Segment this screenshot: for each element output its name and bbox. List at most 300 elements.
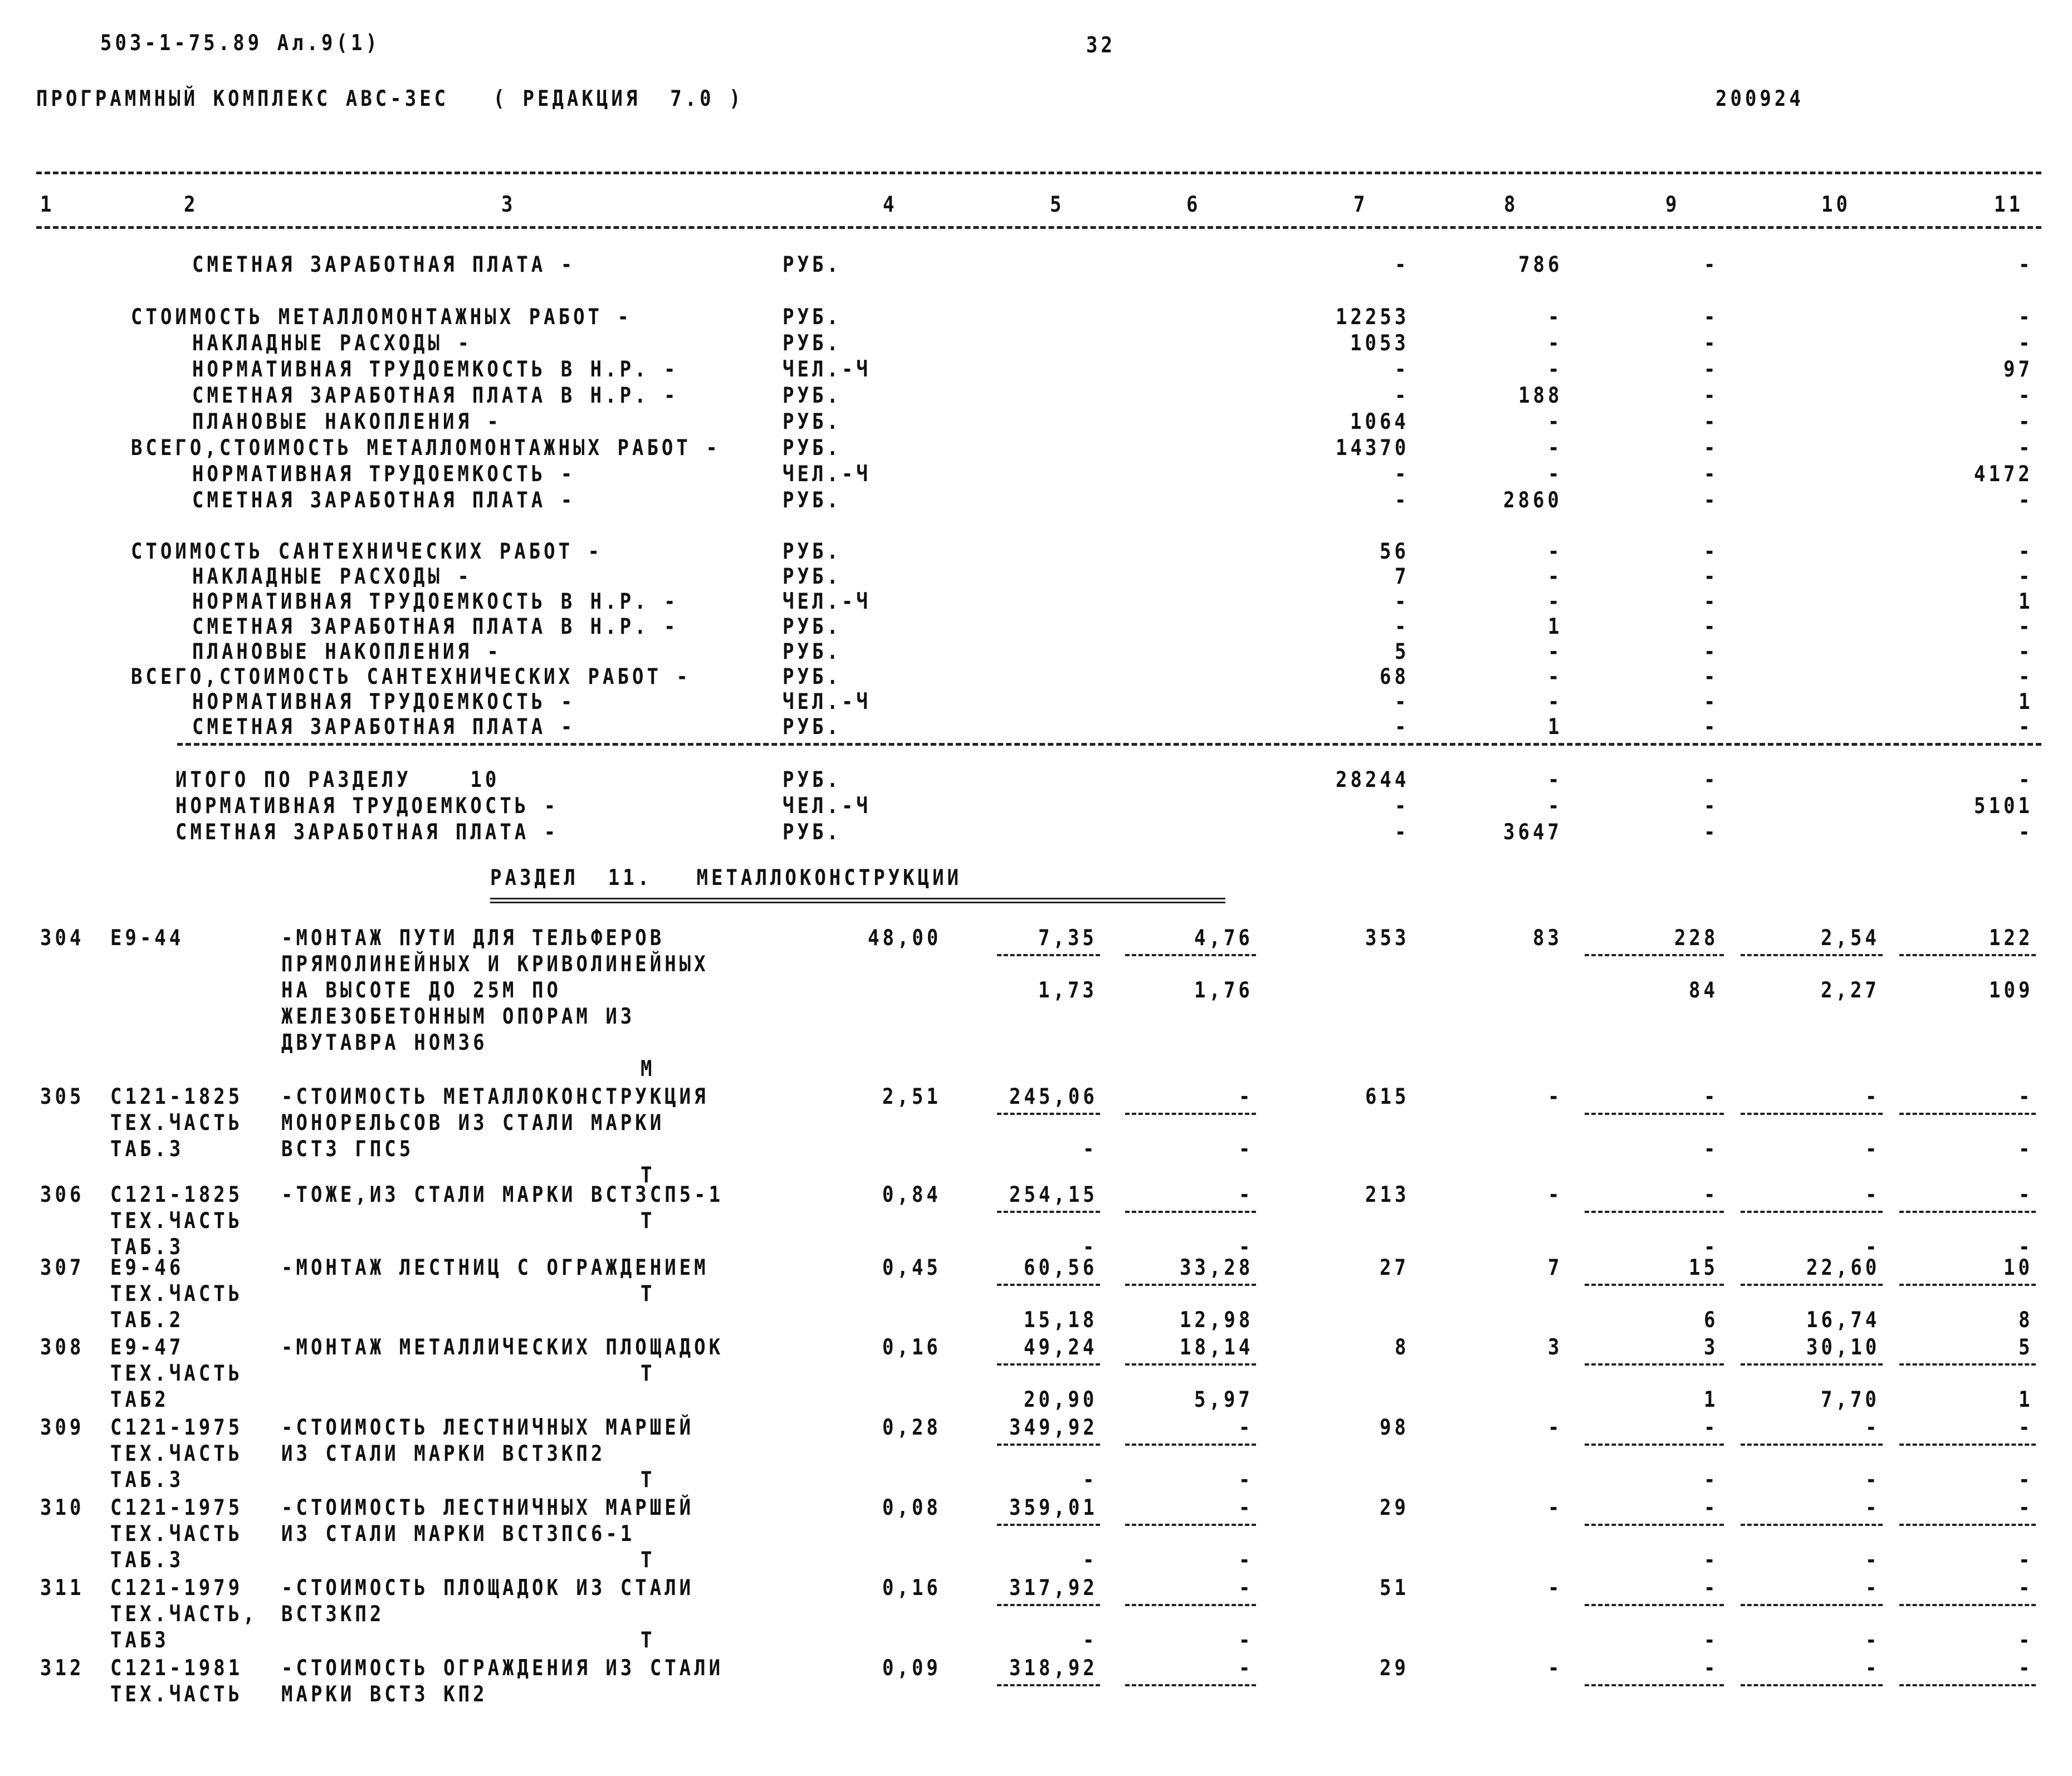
entry-code: ТЕХ.ЧАСТЬ <box>110 1110 243 1136</box>
entry-value-c7: 98 <box>1380 1415 1409 1441</box>
summary-value-c9: - <box>1704 539 1719 565</box>
entry-dash-c6 <box>1125 1284 1256 1286</box>
summary-label: НОРМАТИВНАЯ ТРУДОЕМКОСТЬ - <box>192 689 576 715</box>
entry-dash-c6 <box>1125 1444 1256 1446</box>
entry-description: ИЗ СТАЛИ МАРКИ ВСТ3КП2 <box>281 1441 606 1467</box>
entry-code: С121-1825 <box>110 1182 243 1208</box>
entry-description: -МОНТАЖ ЛЕСТНИЦ С ОГРАЖДЕНИЕМ <box>281 1255 709 1281</box>
header-rule-bottom <box>36 226 2041 229</box>
entry-value-c4: 0,84 <box>882 1182 941 1208</box>
summary-value-c11: - <box>2019 330 2034 356</box>
entry-value-c8: - <box>1548 1182 1563 1208</box>
summary-value-c8: - <box>1548 589 1563 615</box>
entry-value-c11-second: - <box>2019 1234 2034 1260</box>
summary-label: СМЕТНАЯ ЗАРАБОТНАЯ ПЛАТА В Н.Р. - <box>192 614 679 640</box>
summary-label: СТОИМОСТЬ САНТЕХНИЧЕСКИХ РАБОТ - <box>131 539 603 565</box>
entry-value-c9: 228 <box>1674 925 1719 951</box>
entry-description: МАРКИ ВСТ3 КП2 <box>281 1681 488 1707</box>
summary-unit: РУБ. <box>783 487 842 513</box>
entry-value-c5: 359,01 <box>1009 1495 1098 1521</box>
entry-value-c7: 27 <box>1380 1255 1409 1281</box>
summary-value-c11: - <box>2019 564 2034 590</box>
entry-value-c9: 15 <box>1689 1255 1718 1281</box>
entry-value-c10: 22,60 <box>1806 1255 1880 1281</box>
entry-value-c10-second: 16,74 <box>1806 1307 1880 1333</box>
entry-value-c11-second: 1 <box>2019 1387 2034 1413</box>
entry-value-c9: - <box>1704 1655 1719 1681</box>
summary-label: СМЕТНАЯ ЗАРАБОТНАЯ ПЛАТА - <box>192 252 576 278</box>
summary-value-c7: - <box>1395 252 1410 278</box>
entry-value-c10: 2,54 <box>1821 925 1880 951</box>
entry-value-c11: - <box>2019 1495 2034 1521</box>
entry-unit: Т <box>641 1627 656 1653</box>
entry-dash-c9 <box>1585 1684 1724 1686</box>
entry-description: ДВУТАВРА НОМ36 <box>281 1030 488 1056</box>
entry-value-c6-second: 1,76 <box>1194 977 1253 1004</box>
entry-value-c10-second: - <box>1865 1627 1880 1653</box>
summary-value-c8: - <box>1548 664 1563 690</box>
entry-dash-c9 <box>1585 1113 1724 1115</box>
entry-dash-c10 <box>1741 954 1883 956</box>
entry-value-c6: - <box>1239 1495 1254 1521</box>
entry-number: 308 <box>40 1334 85 1361</box>
entry-dash-c10 <box>1741 1211 1883 1213</box>
summary-value-c9: - <box>1704 356 1719 383</box>
entry-value-c6: - <box>1239 1084 1254 1110</box>
summary-value-c9: - <box>1704 435 1719 461</box>
summary-unit: РУБ. <box>783 819 842 845</box>
entry-value-c8: - <box>1548 1084 1563 1110</box>
entry-unit: Т <box>641 1162 656 1188</box>
entry-value-c5-second: - <box>1083 1234 1098 1260</box>
entry-value-c8: 83 <box>1533 925 1562 951</box>
entry-dash-c5 <box>997 1363 1100 1366</box>
summary-value-c7: - <box>1395 487 1410 513</box>
entry-dash-c6 <box>1125 1604 1256 1606</box>
summary-value-c8: - <box>1548 461 1563 487</box>
entry-value-c5: 60,56 <box>1024 1255 1098 1281</box>
entry-description: ВСТ3 ГПС5 <box>281 1136 414 1162</box>
summary-value-c8: 786 <box>1518 252 1563 278</box>
summary-value-c11: - <box>2019 639 2034 665</box>
column-header-3: 3 <box>501 192 516 218</box>
summary-label: НОРМАТИВНАЯ ТРУДОЕМКОСТЬ - <box>175 793 559 819</box>
entry-dash-c10 <box>1741 1284 1883 1286</box>
entry-value-c4: 2,51 <box>882 1084 941 1110</box>
entry-dash-c11 <box>1899 1113 2036 1115</box>
column-header-6: 6 <box>1186 192 1201 218</box>
entry-code: ТАБ.2 <box>110 1307 184 1333</box>
summary-unit: ЧЕЛ.-Ч <box>783 589 871 615</box>
summary-value-c11: - <box>2019 487 2034 513</box>
entry-dash-c11 <box>1899 1524 2036 1526</box>
entry-unit: М <box>641 1056 656 1082</box>
summary-value-c7: - <box>1395 383 1410 409</box>
entry-value-c9-second: - <box>1704 1136 1719 1162</box>
entry-dash-c11 <box>1899 1684 2036 1686</box>
summary-value-c8: - <box>1548 639 1563 665</box>
entry-value-c6-second: - <box>1239 1627 1254 1653</box>
entry-dash-c5 <box>997 1684 1100 1686</box>
summary-value-c9: - <box>1704 689 1719 715</box>
summary-label: ИТОГО ПО РАЗДЕЛУ 10 <box>175 767 500 793</box>
entry-value-c4: 0,16 <box>882 1334 941 1361</box>
entry-dash-c6 <box>1125 1524 1256 1526</box>
entry-value-c6: 33,28 <box>1180 1255 1254 1281</box>
summary-value-c7: - <box>1395 689 1410 715</box>
entry-description: ПРЯМОЛИНЕЙНЫХ И КРИВОЛИНЕЙНЫХ <box>281 951 709 977</box>
program-title: ПРОГРАММНЫЙ КОМПЛЕКС АВС-3ЕС ( РЕДАКЦИЯ 7.0 ) <box>36 86 744 112</box>
entry-unit: Т <box>641 1547 656 1573</box>
entry-description: -МОНТАЖ ПУТИ ДЛЯ ТЕЛЬФЕРОВ <box>281 925 665 951</box>
entry-value-c4: 0,28 <box>882 1415 941 1441</box>
entry-value-c4: 0,09 <box>882 1655 941 1681</box>
column-header-4: 4 <box>883 192 898 218</box>
entry-code: ТЕХ.ЧАСТЬ <box>110 1681 243 1707</box>
entry-dash-c9 <box>1585 1211 1724 1213</box>
summary-value-c9: - <box>1704 409 1719 435</box>
entry-code: ТЕХ.ЧАСТЬ, <box>110 1601 258 1627</box>
entry-code: С121-1979 <box>110 1575 243 1601</box>
section-title-underline <box>490 898 1225 903</box>
entry-value-c4: 0,45 <box>882 1255 941 1281</box>
entry-value-c6-second: - <box>1239 1467 1254 1493</box>
entry-code: ТЕХ.ЧАСТЬ <box>110 1441 243 1467</box>
entry-value-c9: - <box>1704 1415 1719 1441</box>
entry-value-c10: - <box>1865 1182 1880 1208</box>
entry-value-c5: 49,24 <box>1024 1334 1098 1361</box>
summary-label: ВСЕГО,СТОИМОСТЬ САНТЕХНИЧЕСКИХ РАБОТ - <box>131 664 691 690</box>
summary-label: СТОИМОСТЬ МЕТАЛЛОМОНТАЖНЫХ РАБОТ - <box>131 304 632 330</box>
summary-unit: РУБ. <box>783 564 842 590</box>
entry-dash-c9 <box>1585 1524 1724 1526</box>
summary-value-c11: 1 <box>2019 589 2034 615</box>
entry-value-c5: 7,35 <box>1038 925 1097 951</box>
summary-value-c8: - <box>1548 435 1563 461</box>
entry-dash-c6 <box>1125 1113 1256 1115</box>
entry-value-c10: - <box>1865 1575 1880 1601</box>
summary-value-c11: - <box>2019 435 2034 461</box>
summary-value-c9: - <box>1704 330 1719 356</box>
summary-value-c11: - <box>2019 409 2034 435</box>
entry-value-c5-second: - <box>1083 1547 1098 1573</box>
summary-value-c11: 4172 <box>1974 461 2033 487</box>
summary-value-c11: - <box>2019 614 2034 640</box>
entry-value-c10-second: - <box>1865 1136 1880 1162</box>
entry-dash-c5 <box>997 954 1100 956</box>
entry-value-c10: - <box>1865 1415 1880 1441</box>
entry-code: ТЕХ.ЧАСТЬ <box>110 1361 243 1387</box>
entry-value-c8: - <box>1548 1575 1563 1601</box>
entry-description: -СТОИМОСТЬ ЛЕСТНИЧНЫХ МАРШЕЙ <box>281 1495 695 1521</box>
entry-dash-c10 <box>1741 1444 1883 1446</box>
summary-unit: ЧЕЛ.-Ч <box>783 356 871 383</box>
entry-value-c5: 318,92 <box>1009 1655 1098 1681</box>
entry-dash-c5 <box>997 1604 1100 1606</box>
entry-code: ТАБ.3 <box>110 1234 184 1260</box>
entry-dash-c10 <box>1741 1684 1883 1686</box>
summary-value-c8: - <box>1548 564 1563 590</box>
summary-value-c9: - <box>1704 461 1719 487</box>
summary-value-c7: 1053 <box>1350 330 1409 356</box>
entry-dash-c11 <box>1899 1604 2036 1606</box>
entry-code: Е9-47 <box>110 1334 184 1361</box>
column-header-10: 10 <box>1821 192 1851 218</box>
summary-label: НОРМАТИВНАЯ ТРУДОЕМКОСТЬ - <box>192 461 576 487</box>
entry-value-c9-second: - <box>1704 1627 1719 1653</box>
summary-unit: РУБ. <box>783 383 842 409</box>
summary-value-c11: - <box>2019 767 2034 793</box>
entry-dash-c5 <box>997 1113 1100 1115</box>
entry-value-c9-second: 1 <box>1704 1387 1719 1413</box>
summary-value-c7: 5 <box>1395 639 1410 665</box>
summary-label: ПЛАНОВЫЕ НАКОПЛЕНИЯ - <box>192 639 502 665</box>
entry-description: -СТОИМОСТЬ МЕТАЛЛОКОНСТРУКЦИЯ <box>281 1084 709 1110</box>
entry-value-c11: 122 <box>1989 925 2034 951</box>
summary-label: СМЕТНАЯ ЗАРАБОТНАЯ ПЛАТА - <box>192 487 576 513</box>
entry-value-c9: - <box>1704 1084 1719 1110</box>
summary-unit: РУБ. <box>783 435 842 461</box>
entry-value-c6: - <box>1239 1655 1254 1681</box>
entry-dash-c9 <box>1585 1604 1724 1606</box>
entry-value-c11: - <box>2019 1415 2034 1441</box>
summary-value-c11: 1 <box>2019 689 2034 715</box>
entry-number: 304 <box>40 925 85 951</box>
column-header-11: 11 <box>1994 192 2024 218</box>
entry-value-c6-second: 5,97 <box>1194 1387 1253 1413</box>
entry-description: ВСТ3КП2 <box>281 1601 385 1627</box>
entry-number: 311 <box>40 1575 85 1601</box>
summary-unit: ЧЕЛ.-Ч <box>783 793 871 819</box>
entry-number: 306 <box>40 1182 85 1208</box>
summary-value-c7: 68 <box>1380 664 1409 690</box>
entry-value-c11: - <box>2019 1084 2034 1110</box>
summary-value-c7: 1064 <box>1350 409 1409 435</box>
summary-value-c7: 28244 <box>1336 767 1410 793</box>
entry-value-c5: 254,15 <box>1009 1182 1098 1208</box>
entry-value-c10-second: - <box>1865 1547 1880 1573</box>
summary-unit: РУБ. <box>783 409 842 435</box>
entry-value-c11: 10 <box>2003 1255 2033 1281</box>
entry-dash-c5 <box>997 1444 1100 1446</box>
summary-unit: РУБ. <box>783 304 842 330</box>
summary-value-c7: - <box>1395 714 1410 740</box>
entry-number: 305 <box>40 1084 85 1110</box>
summary-value-c7: - <box>1395 356 1410 383</box>
column-header-1: 1 <box>40 192 55 218</box>
entry-value-c7: 51 <box>1380 1575 1409 1601</box>
entry-code: С121-1975 <box>110 1495 243 1521</box>
summary-value-c7: - <box>1395 614 1410 640</box>
summary-label: СМЕТНАЯ ЗАРАБОТНАЯ ПЛАТА - <box>192 714 576 740</box>
summary-value-c8: - <box>1548 304 1563 330</box>
summary-value-c8: 3647 <box>1503 819 1562 845</box>
summary-value-c7: - <box>1395 819 1410 845</box>
entry-value-c8: 3 <box>1548 1334 1563 1361</box>
entry-code: Е9-46 <box>110 1255 184 1281</box>
entry-unit: Т <box>641 1281 656 1307</box>
summary-value-c9: - <box>1704 252 1719 278</box>
entry-number: 309 <box>40 1415 85 1441</box>
entry-value-c7: 8 <box>1395 1334 1410 1361</box>
summary-value-c9: - <box>1704 819 1719 845</box>
entry-value-c6: 18,14 <box>1180 1334 1254 1361</box>
entry-value-c4: 0,08 <box>882 1495 941 1521</box>
entry-number: 310 <box>40 1495 85 1521</box>
summary-value-c7: - <box>1395 793 1410 819</box>
entry-unit: Т <box>641 1361 656 1387</box>
entry-code: С121-1975 <box>110 1415 243 1441</box>
entry-value-c11-second: - <box>2019 1467 2034 1493</box>
entry-value-c7: 213 <box>1365 1182 1410 1208</box>
summary-value-c8: - <box>1548 330 1563 356</box>
entry-value-c6: - <box>1239 1415 1254 1441</box>
entry-dash-c10 <box>1741 1524 1883 1526</box>
entry-number: 307 <box>40 1255 85 1281</box>
entry-dash-c9 <box>1585 1284 1724 1286</box>
entry-value-c6-second: - <box>1239 1234 1254 1260</box>
summary-value-c7: - <box>1395 589 1410 615</box>
summary-value-c8: - <box>1548 409 1563 435</box>
entry-value-c11: 5 <box>2019 1334 2034 1361</box>
entry-value-c6: - <box>1239 1575 1254 1601</box>
summary-value-c9: - <box>1704 564 1719 590</box>
summary-unit: РУБ. <box>783 614 842 640</box>
entry-dash-c9 <box>1585 1363 1724 1366</box>
entry-dash-c9 <box>1585 954 1724 956</box>
entry-value-c8: 7 <box>1548 1255 1563 1281</box>
doc-code: 503-1-75.89 Ал.9(1) <box>100 30 380 56</box>
section-title: РАЗДЕЛ 11. МЕТАЛЛОКОНСТРУКЦИИ <box>490 865 962 891</box>
summary-label: ПЛАНОВЫЕ НАКОПЛЕНИЯ - <box>192 409 502 435</box>
entry-dash-c5 <box>997 1211 1100 1213</box>
page-number: 32 <box>1086 32 1116 58</box>
entry-value-c10: - <box>1865 1084 1880 1110</box>
summary-value-c11: - <box>2019 819 2034 845</box>
summary-value-c9: - <box>1704 304 1719 330</box>
summary-value-c7: 56 <box>1380 539 1409 565</box>
summary-value-c7: 7 <box>1395 564 1410 590</box>
summary-value-c9: - <box>1704 589 1719 615</box>
entry-dash-c6 <box>1125 1211 1256 1213</box>
summary-value-c11: - <box>2019 252 2034 278</box>
summary-value-c7: 12253 <box>1336 304 1410 330</box>
entry-dash-c11 <box>1899 1363 2036 1366</box>
summary-value-c9: - <box>1704 614 1719 640</box>
entry-value-c10: 30,10 <box>1806 1334 1880 1361</box>
entry-value-c7: 615 <box>1365 1084 1410 1110</box>
summary-value-c9: - <box>1704 664 1719 690</box>
entry-value-c5-second: 20,90 <box>1024 1387 1098 1413</box>
entry-value-c10-second: - <box>1865 1234 1880 1260</box>
summary-label: НОРМАТИВНАЯ ТРУДОЕМКОСТЬ В Н.Р. - <box>192 356 679 383</box>
entry-code: ТАБ.3 <box>110 1547 184 1573</box>
entry-value-c11-second: - <box>2019 1547 2034 1573</box>
entry-dash-c11 <box>1899 1211 2036 1213</box>
summary-value-c8: 2860 <box>1503 487 1562 513</box>
entry-value-c4: 48,00 <box>868 925 942 951</box>
entry-value-c6-second: 12,98 <box>1180 1307 1254 1333</box>
summary-value-c11: - <box>2019 539 2034 565</box>
entry-value-c9: - <box>1704 1575 1719 1601</box>
summary-label: НАКЛАДНЫЕ РАСХОДЫ - <box>192 330 472 356</box>
section-subtotal-rule <box>177 743 2041 746</box>
summary-unit: ЧЕЛ.-Ч <box>783 461 871 487</box>
entry-value-c10-second: - <box>1865 1467 1880 1493</box>
entry-code: С121-1981 <box>110 1655 243 1681</box>
entry-value-c11-second: - <box>2019 1627 2034 1653</box>
column-header-9: 9 <box>1665 192 1680 218</box>
entry-description: -СТОИМОСТЬ ПЛОЩАДОК ИЗ СТАЛИ <box>281 1575 695 1601</box>
entry-dash-c5 <box>997 1284 1100 1286</box>
entry-value-c9-second: - <box>1704 1234 1719 1260</box>
entry-dash-c10 <box>1741 1363 1883 1366</box>
summary-value-c7: 14370 <box>1336 435 1410 461</box>
entry-code: ТЕХ.ЧАСТЬ <box>110 1208 243 1234</box>
entry-value-c5-second: 15,18 <box>1024 1307 1098 1333</box>
summary-value-c8: 1 <box>1548 614 1563 640</box>
entry-dash-c11 <box>1899 1284 2036 1286</box>
entry-value-c7: 29 <box>1380 1495 1409 1521</box>
summary-value-c9: - <box>1704 383 1719 409</box>
summary-unit: РУБ. <box>783 539 842 565</box>
entry-code: ТАБ2 <box>110 1387 169 1413</box>
entry-dash-c11 <box>1899 1444 2036 1446</box>
entry-code: ТЕХ.ЧАСТЬ <box>110 1521 243 1547</box>
entry-description: МОНОРЕЛЬСОВ ИЗ СТАЛИ МАРКИ <box>281 1110 665 1136</box>
entry-value-c11-second: 109 <box>1989 977 2034 1004</box>
summary-value-c8: 1 <box>1548 714 1563 740</box>
program-code: 200924 <box>1716 86 1804 112</box>
entry-unit: Т <box>641 1467 656 1493</box>
column-header-2: 2 <box>184 192 199 218</box>
entry-unit: Т <box>641 1208 656 1234</box>
column-header-5: 5 <box>1050 192 1065 218</box>
entry-value-c5-second: - <box>1083 1136 1098 1162</box>
entry-dash-c9 <box>1585 1444 1724 1446</box>
entry-value-c4: 0,16 <box>882 1575 941 1601</box>
entry-value-c9: 3 <box>1704 1334 1719 1361</box>
entry-number: 312 <box>40 1655 85 1681</box>
entry-value-c7: 353 <box>1365 925 1410 951</box>
summary-value-c11: 5101 <box>1974 793 2033 819</box>
summary-unit: РУБ. <box>783 664 842 690</box>
entry-code: ТЕХ.ЧАСТЬ <box>110 1281 243 1307</box>
summary-unit: РУБ. <box>783 330 842 356</box>
entry-description: ИЗ СТАЛИ МАРКИ ВСТ3ПС6-1 <box>281 1521 636 1547</box>
entry-dash-c6 <box>1125 1684 1256 1686</box>
summary-value-c8: 188 <box>1518 383 1563 409</box>
entry-dash-c6 <box>1125 1363 1256 1366</box>
summary-unit: РУБ. <box>783 714 842 740</box>
entry-description: -СТОИМОСТЬ ОГРАЖДЕНИЯ ИЗ СТАЛИ <box>281 1655 724 1681</box>
entry-code: ТАБ3 <box>110 1627 169 1653</box>
summary-unit: РУБ. <box>783 639 842 665</box>
entry-value-c8: - <box>1548 1655 1563 1681</box>
entry-description: ЖЕЛЕЗОБЕТОННЫМ ОПОРАМ ИЗ <box>281 1004 636 1030</box>
entry-value-c10-second: 7,70 <box>1821 1387 1880 1413</box>
entry-value-c9-second: 6 <box>1704 1307 1719 1333</box>
column-header-8: 8 <box>1504 192 1519 218</box>
summary-value-c8: - <box>1548 539 1563 565</box>
summary-unit: ЧЕЛ.-Ч <box>783 689 871 715</box>
entry-description: -СТОИМОСТЬ ЛЕСТНИЧНЫХ МАРШЕЙ <box>281 1415 695 1441</box>
entry-value-c11-second: - <box>2019 1136 2034 1162</box>
summary-value-c9: - <box>1704 793 1719 819</box>
entry-code: Е9-44 <box>110 925 184 951</box>
summary-value-c8: - <box>1548 793 1563 819</box>
entry-dash-c6 <box>1125 954 1256 956</box>
